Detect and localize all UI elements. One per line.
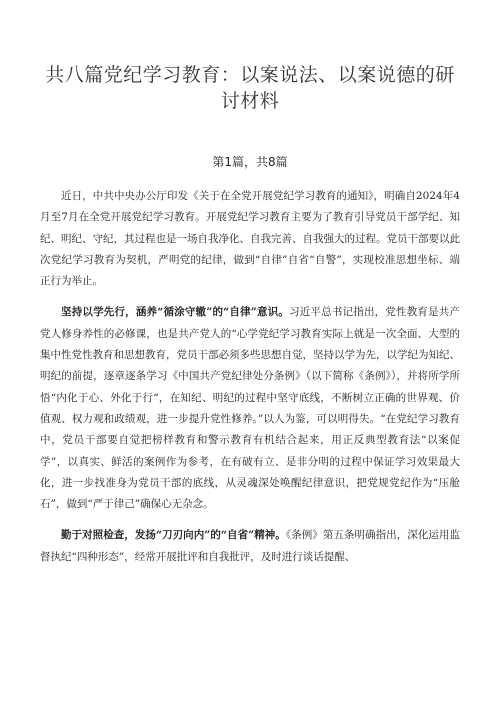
paragraph-lead: 坚持以学先行，涵养“循涂守辙”的“自律”意识。 bbox=[61, 306, 290, 319]
paragraph-text: 近日，中共中央办公厅印发《关于在全党开展党纪学习教育的通知》，明确自2024年4月至7月在全党开展党纪学习教育。开展党纪学习教育主要为了教育引导党员干部学纪、知纪、明纪、守纪，其过程也是一场自我净化、自我完善、自我强大的过程。党员干部要以此次党纪学习教育为契机，严明党的纪律，做到“自律”自省“自警”，实现校准思想坐标、端正行为举止。 bbox=[40, 190, 460, 288]
paragraph-lead: 勤于对照检查，发扬“刀刃向内”的“自省”精神。 bbox=[61, 529, 286, 542]
paragraph-self-reflection bbox=[40, 525, 460, 568]
paragraph-text: 《条例》第五条明确指出，深化运用监督执纪“四种形态”，经常开展批评和自我批评，及时进行谈话提醒、 bbox=[40, 529, 460, 563]
document-title: 共八篇党纪学习教育：以案说法、以案说德的研讨材料 bbox=[45, 64, 455, 112]
paragraph-intro bbox=[40, 186, 460, 292]
paragraph-text: 习近平总书记指出，党性教育是共产党人修身养性的必修课，也是共产党人的“心学党纪学习教育实际上就是一次全面、大型的集中性党性教育和思想教育，党员干部必须多些思想自觉，坚持以学为先，以学纪为知纪、明纪的前提，逐章逐条学习《中国共产党纪律处分条例》（以下简称《条例》），并将所学所悟“内化于心、外化于行“，在知纪、明纪的过程中坚守底线，不断树立正确的世界观、价值观、权力观和政绩观，进一步提升党性修养。”以人为鉴，可以明得失。“在党纪学习教育中，党员干部要自觉把榜样教育和警示教育有机结合起来，用正反典型教育法“以案促学”，以真实、鲜活的案例作为参考，在有破有立、是非分明的过程中保证学习效果最大化，进一步找准身为党员干部的底线，从灵魂深处唤醒纪律意识，把党规党纪作为“压舱石”，做到“严于律己”确保心无杂念。 bbox=[40, 306, 460, 511]
document-subtitle: 第1篇，共8篇 bbox=[212, 155, 288, 169]
paragraph-self-discipline bbox=[40, 302, 460, 515]
